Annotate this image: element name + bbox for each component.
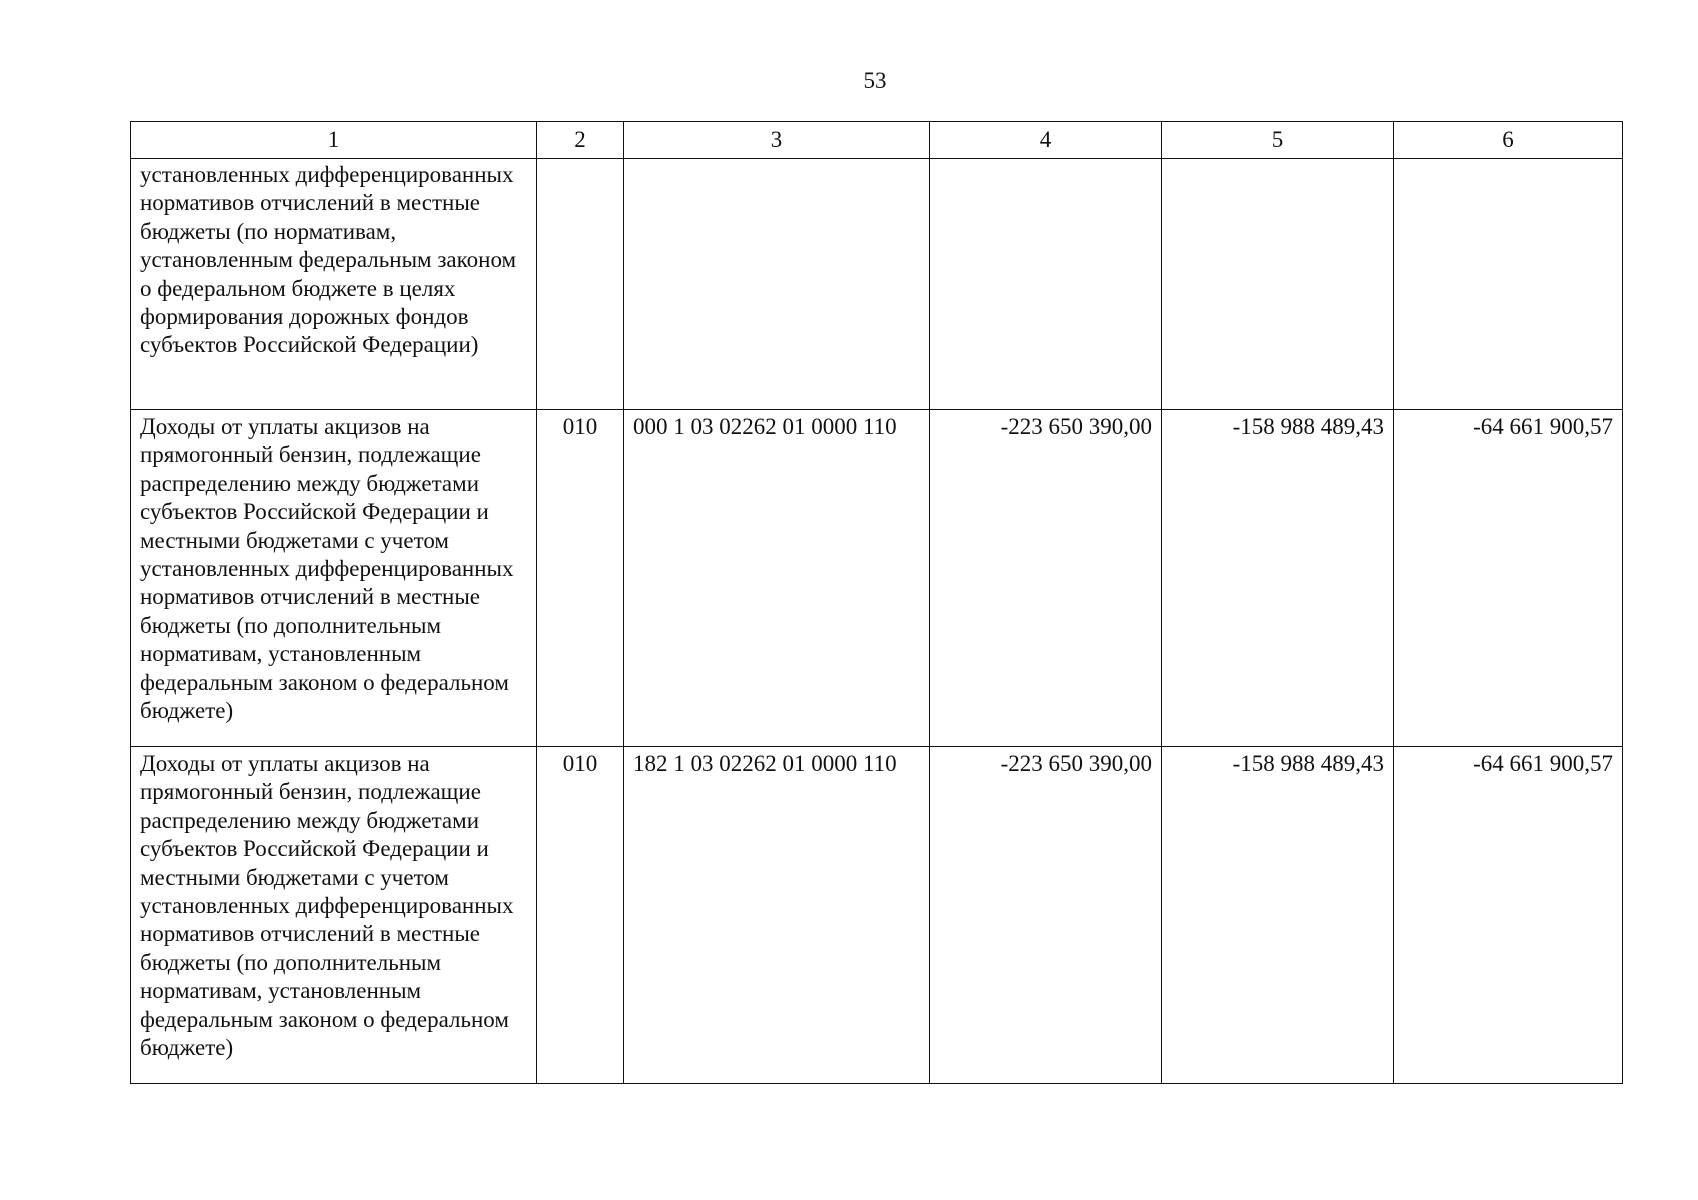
empty-cell — [1394, 159, 1623, 410]
column-header-6: 6 — [1394, 122, 1623, 159]
empty-cell — [930, 159, 1162, 410]
budget-table — [130, 121, 1623, 1084]
executed-amount-cell: -158 988 489,43 — [1162, 747, 1394, 1084]
empty-cell — [624, 159, 930, 410]
header-row — [131, 122, 1623, 159]
table-row — [131, 747, 1623, 1084]
column-header-5: 5 — [1162, 122, 1394, 159]
line-code-cell: 010 — [537, 410, 624, 747]
column-header-1: 1 — [131, 122, 537, 159]
column-header-3: 3 — [624, 122, 930, 159]
empty-cell — [537, 159, 624, 410]
income-code-cell: 000 1 03 02262 01 0000 110 — [624, 410, 930, 747]
approved-amount-cell: -223 650 390,00 — [930, 410, 1162, 747]
executed-amount-cell: -158 988 489,43 — [1162, 410, 1394, 747]
column-header-4: 4 — [930, 122, 1162, 159]
line-code-cell: 010 — [537, 747, 624, 1084]
approved-amount-cell: -223 650 390,00 — [930, 747, 1162, 1084]
income-name-cell: Доходы от уплаты акцизов на прямогонный бензин, подлежащие распределению между бюджетами субъектов Российской Федерации и местными бюджетами с учетом установленных дифференцированных нормативов отчислений в местные бюджеты (по дополнительным нормативам, установленным федеральным законом о федеральном бюджете) — [131, 410, 537, 747]
unexecuted-amount-cell: -64 661 900,57 — [1394, 747, 1623, 1084]
table-row — [131, 410, 1623, 747]
page-number: 53 — [863, 68, 887, 93]
continuation-row — [131, 159, 1623, 410]
income-name-cell: Доходы от уплаты акцизов на прямогонный бензин, подлежащие распределению между бюджетами субъектов Российской Федерации и местными бюджетами с учетом установленных дифференцированных нормативов отчислений в местные бюджеты (по дополнительным нормативам, установленным федеральным законом о федеральном бюджете) — [131, 747, 537, 1084]
unexecuted-amount-cell: -64 661 900,57 — [1394, 410, 1623, 747]
continuation-text-cell: установленных дифференцированных нормативов отчислений в местные бюджеты (по нормативам, установленным федеральным законом о федеральном бюджете в целях формирования дорожных фондов субъектов Российской Федерации) — [131, 159, 537, 410]
income-code-cell: 182 1 03 02262 01 0000 110 — [624, 747, 930, 1084]
empty-cell — [1162, 159, 1394, 410]
column-header-2: 2 — [537, 122, 624, 159]
